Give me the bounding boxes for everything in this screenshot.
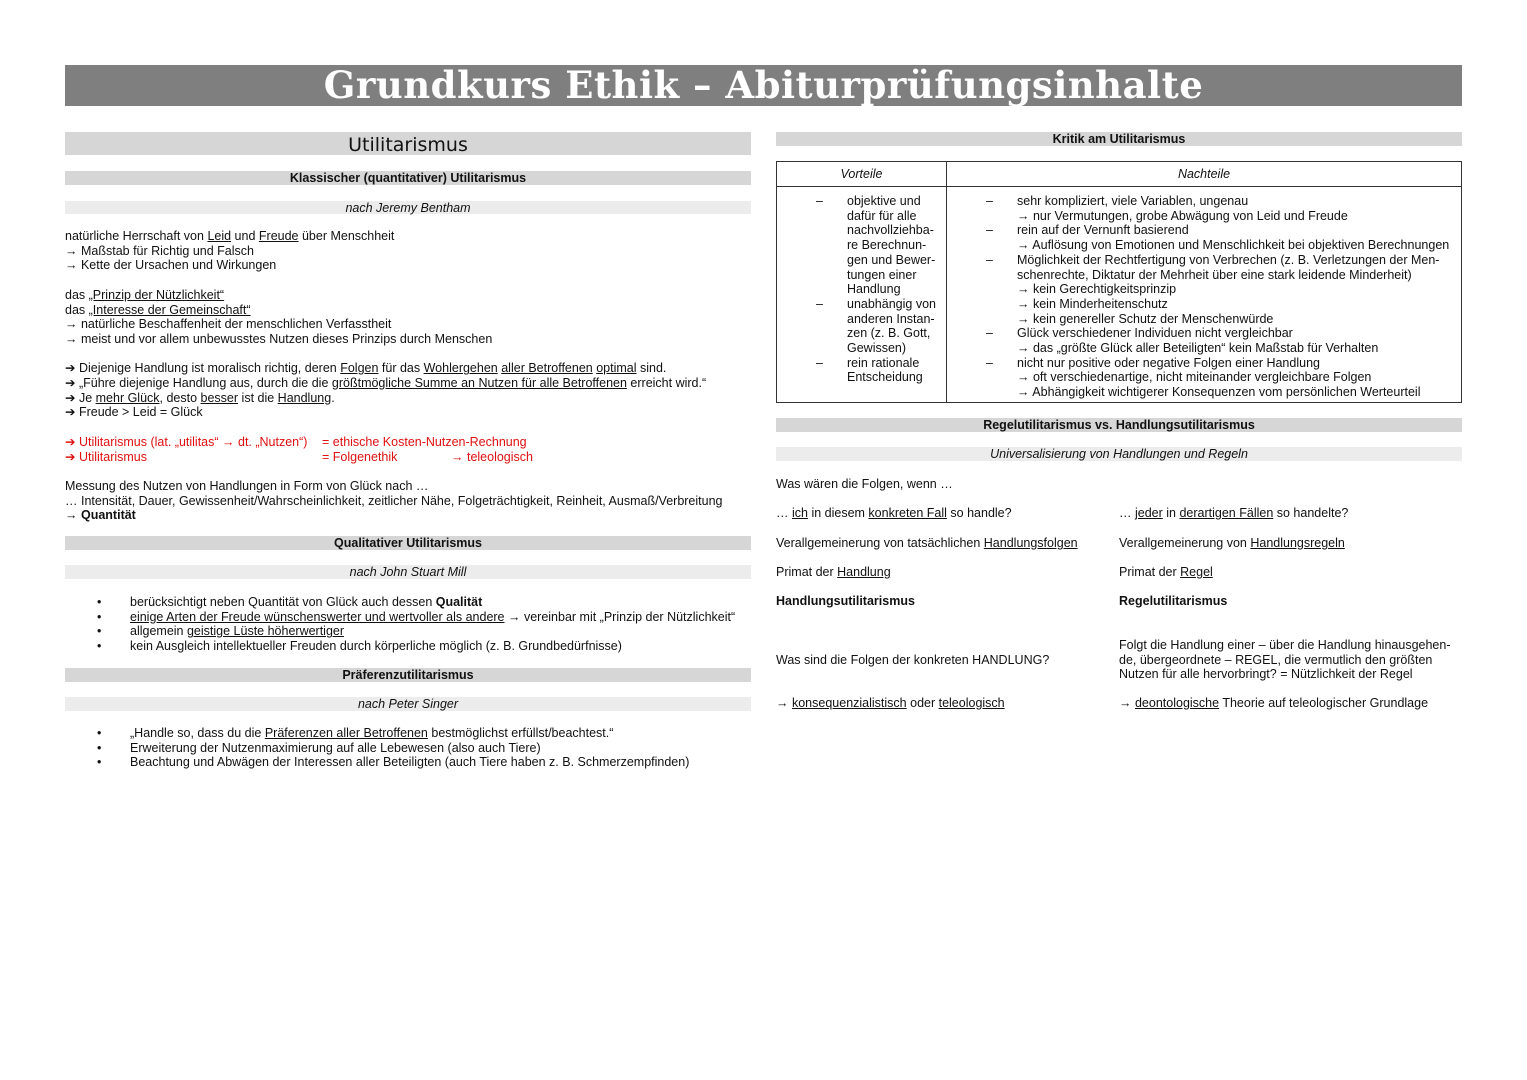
arrow-line: ➔ Diejenige Handlung ist moralisch richtig, deren Folgen für das Wohlergehen aller Betroffenen optimal sind.	[65, 361, 667, 376]
vorteil-item	[777, 356, 946, 385]
dash-marker: –	[986, 355, 993, 370]
text-line: dafür für alle	[847, 208, 917, 223]
text-line: rein auf der Vernunft basierend	[1017, 223, 1189, 238]
klassisch-body	[65, 229, 755, 523]
nachteil-item	[947, 253, 1461, 327]
text-line: tungen einer	[847, 267, 917, 282]
text-line: rein rationale	[847, 355, 920, 370]
red-line: ➔ Utilitarismus (lat. „utilitas“ → dt. „Nutzen“) = ethische Kosten-Nutzen-Rechnung	[65, 434, 527, 449]
text-line: → Auflösung von Emotionen und Menschlichkeit bei objektiven Berechnungen	[1017, 238, 1450, 253]
list-item: • Beachtung und Abwägen der Interessen aller Beteiligten (auch Tiere haben z. B. Schmerzempfinden)	[65, 755, 755, 770]
qualitativ-list	[65, 595, 755, 654]
regel-question: Was wären die Folgen, wenn …	[776, 477, 953, 491]
nachteil-item	[947, 223, 1461, 252]
text-line: Möglichkeit der Rechtfertigung von Verbrechen (z. B. Verletzungen der Men-	[1017, 252, 1440, 267]
regel-sub: Universalisierung von Handlungen und Regeln	[776, 447, 1462, 461]
text-line: → Abhängigkeit wichtigerer Konsequenzen vom persönlichen Werteurteil	[1017, 385, 1421, 400]
text-line: schenrechte, Diktatur der Mehrheit über eine stark leidende Minderheit)	[1017, 267, 1412, 282]
text-line: gen und Bewer-	[847, 252, 936, 267]
text-line: Messung des Nutzen von Handlungen in Form von Glück nach …	[65, 478, 429, 493]
regel-right-1: … jeder in derartigen Fällen so handelte?	[1119, 506, 1349, 520]
nachteil-item	[947, 194, 1461, 223]
nachteil-item	[947, 356, 1461, 400]
text-line: objektive und	[847, 194, 921, 208]
text-line: → natürliche Beschaffenheit der menschlichen Verfasstheit	[65, 317, 392, 332]
klassisch-author: nach Jeremy Bentham	[65, 201, 751, 214]
text-line: unabhängig von	[847, 296, 936, 311]
praeferenz-bar: Präferenzutilitarismus	[65, 668, 751, 682]
text-line: re Berechnun-	[847, 238, 927, 253]
text-line: → Maßstab für Richtig und Falsch	[65, 243, 254, 258]
section-heading-utilitarismus: Utilitarismus	[65, 132, 751, 155]
text-line: zen (z. B. Gott,	[847, 326, 931, 341]
regel-left-6: → konsequenzialistisch oder teleologisch	[776, 696, 1005, 710]
text-line: nachvollziehba-	[847, 223, 934, 238]
col-header-vorteile: Vorteile	[840, 167, 883, 181]
arrow-line: ➔ Je mehr Glück, desto besser ist die Handlung.	[65, 390, 335, 405]
list-item: • berücksichtigt neben Quantität von Glück auch dessen Qualität	[65, 595, 755, 610]
praeferenz-list	[65, 726, 755, 770]
list-item: • allgemein geistige Lüste höherwertiger	[65, 624, 755, 639]
text-line: Handlung	[847, 282, 901, 297]
text-line: → Kette der Ursachen und Wirkungen	[65, 258, 277, 273]
list-item: • einige Arten der Freude wünschenswerter und wertvoller als andere → vereinbar mit „Prinzip der Nützlichkeit“	[65, 610, 755, 625]
regel-right-5: Folgt die Handlung einer – über die Handlung hinausgehen- de, übergeordnete – REGEL, die vermutlich den größten Nutzen für alle hervorbringt? = Nützlichkeit der Regel	[1119, 638, 1451, 682]
regel-left-5: Was sind die Folgen der konkreten HANDLUNG?	[776, 653, 1050, 667]
regel-left-3: Primat der Handlung	[776, 565, 891, 579]
klassisch-bar: Klassischer (quantitativer) Utilitarismus	[65, 171, 751, 185]
text-line: Gewissen)	[847, 341, 907, 356]
regel-right-2: Verallgemeinerung von Handlungsregeln	[1119, 536, 1345, 550]
regel-left-1: … ich in diesem konkreten Fall so handle?	[776, 506, 1012, 520]
regel-right-6: → deontologische Theorie auf teleologischer Grundlage	[1119, 696, 1429, 710]
text-line: → kein genereller Schutz der Menschenwürde	[1017, 311, 1274, 326]
text-line: Glück verschiedener Individuen nicht vergleichbar	[1017, 326, 1293, 341]
text-line: → das „größte Glück aller Beteiligten“ kein Maßstab für Verhalten	[1017, 341, 1379, 356]
text-line: natürliche Herrschaft von Leid und Freude über Menschheit	[65, 229, 395, 243]
vorteil-item	[777, 297, 946, 356]
dash-marker: –	[986, 326, 993, 341]
text-line: → meist und vor allem unbewusstes Nutzen dieses Prinzips durch Menschen	[65, 331, 493, 346]
dash-marker: –	[986, 252, 993, 267]
arrow-line: ➔ „Führe diejenige Handlung aus, durch die die größtmögliche Summe an Nutzen für alle Betroffenen erreicht wird.“	[65, 376, 707, 390]
qualitativ-bar: Qualitativer Utilitarismus	[65, 536, 751, 550]
nachteil-item	[947, 326, 1461, 355]
kritik-table	[776, 161, 1462, 403]
list-item: • „Handle so, dass du die Präferenzen aller Betroffenen bestmöglichst erfüllst/beachtest.“	[65, 726, 755, 741]
dash-marker: –	[986, 223, 993, 238]
text-line: → Quantität	[65, 508, 136, 523]
arrow-line: ➔ Freude > Leid = Glück	[65, 405, 203, 420]
text-line: Entscheidung	[847, 370, 923, 385]
praeferenz-author: nach Peter Singer	[65, 697, 751, 711]
text-line: anderen Instan-	[847, 311, 935, 326]
text-line: sehr kompliziert, viele Variablen, ungenau	[1017, 194, 1249, 208]
dash-marker: –	[816, 355, 823, 370]
text-line: → kein Gerechtigkeitsprinzip	[1017, 282, 1177, 297]
list-item: • Erweiterung der Nutzenmaximierung auf alle Lebewesen (also auch Tiere)	[65, 741, 755, 756]
page-title: Grundkurs Ethik – Abiturprüfungsinhalte	[65, 65, 1462, 106]
regel-right-3: Primat der Regel	[1119, 565, 1213, 579]
text-line: nicht nur positive oder negative Folgen einer Handlung	[1017, 355, 1320, 370]
text-line: das „Interesse der Gemeinschaft“	[65, 302, 251, 317]
regel-bar: Regelutilitarismus vs. Handlungsutilitarismus	[776, 418, 1462, 432]
text-line: … Intensität, Dauer, Gewissenheit/Wahrscheinlichkeit, zeitlicher Nähe, Folgeträchtigkeit, Reinheit, Ausmaß/Verbreitung	[65, 493, 723, 508]
regel-left-2: Verallgemeinerung von tatsächlichen Handlungsfolgen	[776, 536, 1078, 550]
handlungsutilitarismus-label: Handlungsutilitarismus	[776, 594, 915, 608]
text-line: → oft verschiedenartige, nicht miteinander vergleichbare Folgen	[1017, 370, 1372, 385]
col-header-nachteile: Nachteile	[1177, 167, 1231, 181]
dash-marker: –	[816, 296, 823, 311]
qualitativ-author: nach John Stuart Mill	[65, 565, 751, 579]
text-line: → kein Minderheitenschutz	[1017, 296, 1168, 311]
vorteil-item	[777, 194, 946, 297]
kritik-bar: Kritik am Utilitarismus	[776, 132, 1462, 146]
text-line: → nur Vermutungen, grobe Abwägung von Leid und Freude	[1017, 208, 1348, 223]
red-line: ➔ Utilitarismus = Folgenethik → teleologisch	[65, 449, 533, 464]
dash-marker: –	[986, 194, 993, 208]
list-item: • kein Ausgleich intellektueller Freuden durch körperliche möglich (z. B. Grundbedürfnisse)	[65, 639, 755, 654]
text-line: das „Prinzip der Nützlichkeit“	[65, 287, 225, 302]
dash-marker: –	[816, 194, 823, 208]
regelutilitarismus-label: Regelutilitarismus	[1119, 594, 1228, 608]
